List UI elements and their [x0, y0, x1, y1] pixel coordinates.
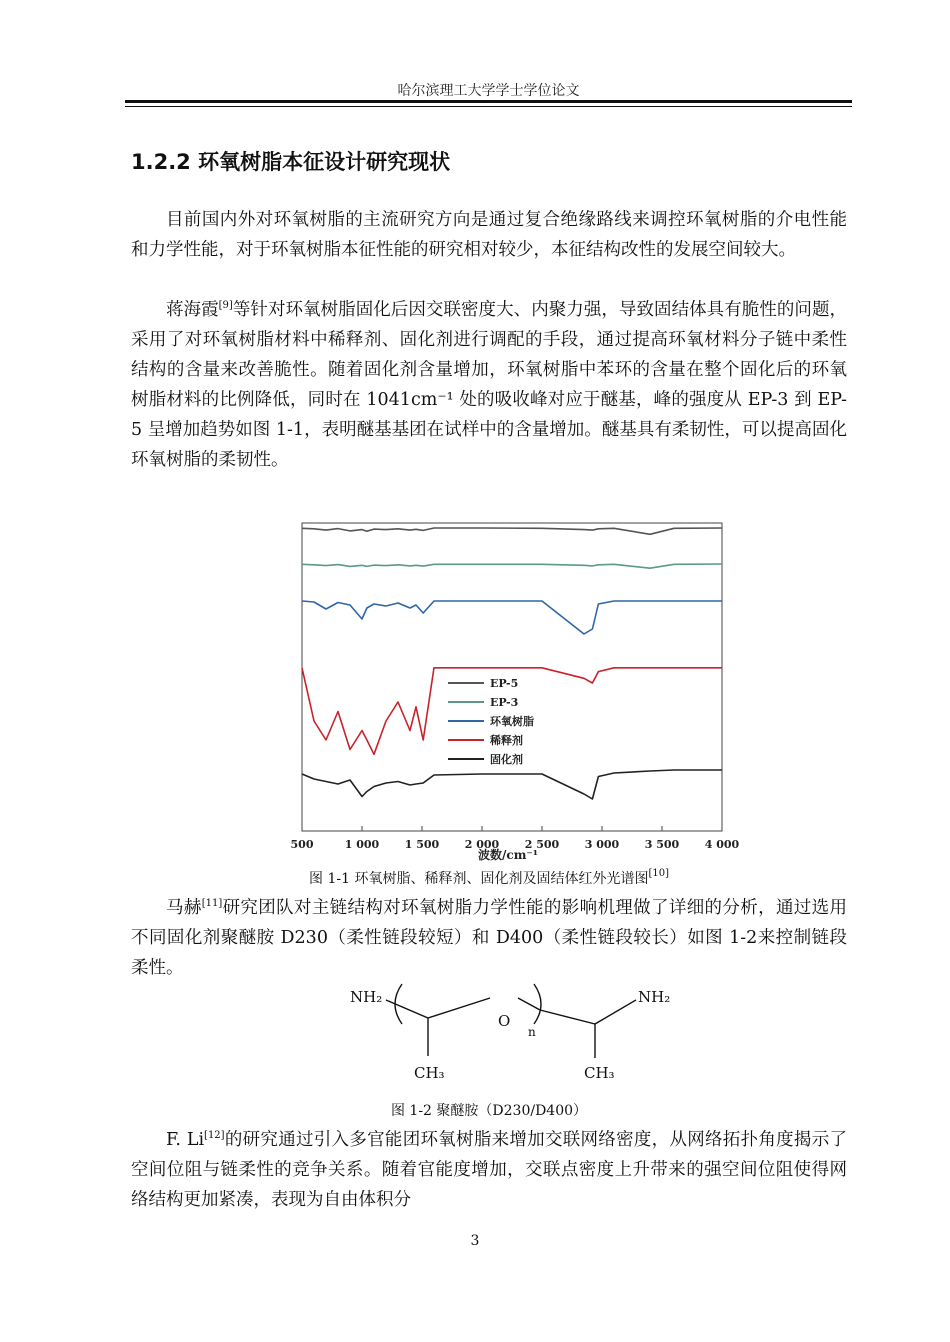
- x-tick-label-7: 4 000: [704, 838, 740, 851]
- x-tick-label-4: 2 500: [524, 838, 560, 851]
- nh2-right-label: NH₂: [638, 988, 671, 1006]
- series-line-1: [302, 564, 722, 568]
- x-tick-label-5: 3 000: [584, 838, 620, 851]
- legend-label-2: 环氧树脂: [490, 715, 534, 728]
- series-line-4: [302, 770, 722, 799]
- header-rule-thick: [125, 100, 852, 103]
- author-name: F. Li: [166, 1130, 205, 1150]
- legend-label-1: EP-3: [490, 696, 519, 709]
- page-number: 3: [470, 1233, 480, 1249]
- section-title: 环氧树脂本征设计研究现状: [198, 150, 451, 174]
- figure2-caption: 图 1-2 聚醚胺（D230/D400）: [390, 1103, 588, 1119]
- author-name: 马赫: [166, 898, 202, 918]
- legend-label-0: EP-5: [490, 677, 519, 690]
- nh2-left-label: NH₂: [350, 988, 383, 1006]
- section-heading: [131, 146, 450, 176]
- x-tick-label-6: 3 500: [644, 838, 680, 851]
- paragraph-4: [131, 1125, 847, 1215]
- series-line-2: [302, 601, 722, 634]
- section-number: 1.2.2: [131, 150, 191, 174]
- polyetheramine-structure: [340, 978, 680, 1084]
- citation-ref: [11]: [201, 898, 223, 909]
- ch3-right-label: CH₃: [584, 1064, 615, 1082]
- x-tick-label-1: 1 000: [344, 838, 380, 851]
- paragraph-2: [131, 295, 847, 475]
- citation-ref: [9]: [218, 300, 233, 311]
- series-line-0: [302, 528, 722, 534]
- repeat-n-label: n: [528, 1025, 536, 1039]
- figure1-caption: 图 1-1 环氧树脂、稀释剂、固化剂及固结体红外光谱图[10]: [309, 868, 669, 887]
- header-rule-thin: [125, 106, 852, 107]
- paragraph-text: 等针对环氧树脂固化后因交联密度大、内聚力强，导致固结体具有脆性的问题，采用了对环氧树脂材料中稀释剂、固化剂进行调配的手段，通过提高环氧材料分子链中柔性结构的含量来改善脆性。随着固化剂含量增加，环氧树脂中苯环的含量在整个固化后的环氧树脂材料的比例降低，同时在 1041cm⁻¹ 处的吸收峰对应于醚基，峰的强度从 EP-3 到 EP-5 呈增加趋势如图 1-1，表明醚基基团在试样中的含量增加。醚基具有柔韧性，可以提高固化环氧树脂的柔韧性。: [131, 300, 848, 470]
- x-axis-label: 波数/cm⁻¹: [478, 848, 538, 862]
- oxygen-label: O: [498, 1012, 511, 1030]
- page-header: 哈尔滨理工大学学士学位论文: [397, 83, 580, 99]
- x-tick-label-3: 2 000: [464, 838, 500, 851]
- paragraph-text: 研究团队对主链结构对环氧树脂力学性能的影响机理做了详细的分析，通过选用不同固化剂聚醚胺 D230（柔性链段较短）和 D400（柔性链段较长）如图 1-2来控制链段柔性。: [131, 898, 847, 978]
- author-name: 蒋海霞: [166, 300, 219, 320]
- legend-label-3: 稀释剂: [490, 734, 523, 747]
- paragraph-3: [131, 893, 847, 983]
- x-tick-label-2: 1 500: [404, 838, 440, 851]
- ir-spectrum-chart: [288, 519, 740, 864]
- paragraph-text: 的研究通过引入多官能团环氧树脂来增加交联网络密度，从网络拓扑角度揭示了空间位阻与链柔性的竞争关系。随着官能度增加，交联点密度上升带来的强空间位阻使得网络结构更加紧凑，表现为自由体积分: [131, 1130, 847, 1210]
- ch3-left-label: CH₃: [414, 1064, 445, 1082]
- paragraph-1: 目前国内外对环氧树脂的主流研究方向是通过复合绝缘路线来调控环氧树脂的介电性能和力学性能，对于环氧树脂本征性能的研究相对较少，本征结构改性的发展空间较大。: [131, 210, 847, 260]
- legend-label-4: 固化剂: [490, 753, 523, 766]
- citation-ref: [12]: [204, 1130, 225, 1141]
- x-tick-label-0: 500: [290, 838, 314, 851]
